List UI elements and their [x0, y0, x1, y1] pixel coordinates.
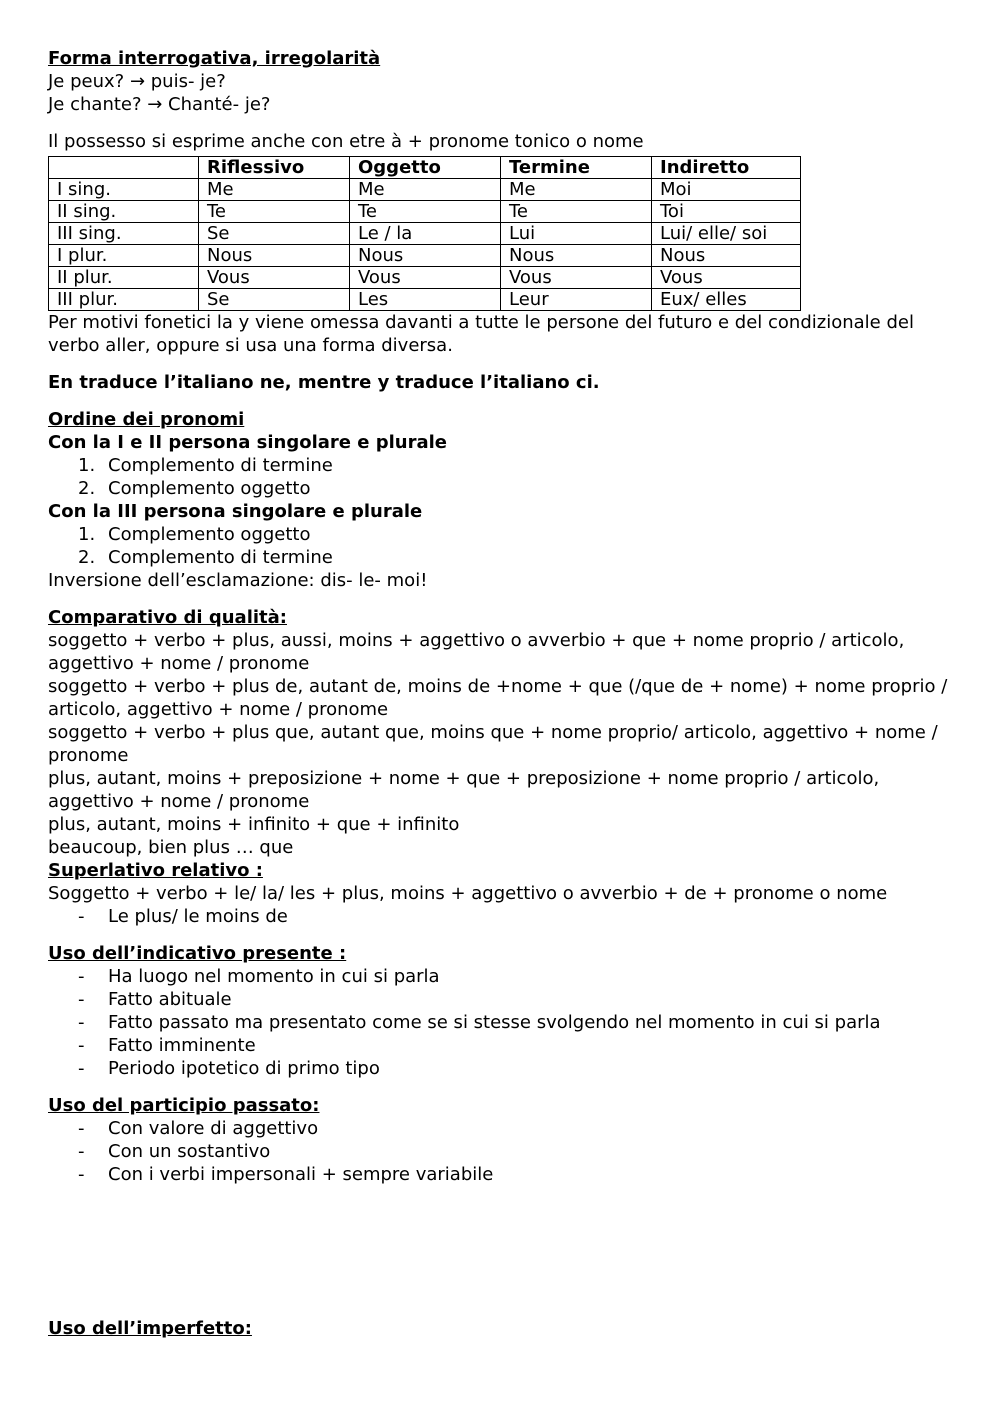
table-cell: Te — [501, 201, 652, 223]
table-cell: Vous — [350, 267, 501, 289]
list-item: - Con valore di aggettivo — [78, 1118, 319, 1139]
comparativo-line: soggetto + verbo + plus que, autant que, moins que + nome proprio/ articolo, aggettivo + nome / pronome — [48, 722, 938, 766]
table-cell: II plur. — [49, 267, 199, 289]
ordine-heading: Ordine dei pronomi — [48, 409, 245, 430]
comparativo-line: beaucoup, bien plus … que — [48, 837, 294, 858]
list-item: - Ha luogo nel momento in cui si parla — [78, 966, 440, 987]
pronouns-table — [48, 156, 801, 311]
table-cell: Lui/ elle/ soi — [652, 223, 801, 245]
fonetici-text: Per motivi fonetici la y viene omessa davanti a tutte le persone del futuro e del condizionale del verbo aller, oppure si usa una forma diversa. — [48, 312, 914, 356]
list-item: 1. Complemento oggetto — [78, 524, 311, 545]
list-item: 2. Complemento di termine — [78, 547, 333, 568]
table-cell: Me — [350, 179, 501, 201]
inversione-text: Inversione dell’esclamazione: dis- le- moi! — [48, 570, 428, 591]
list-item: - Le plus/ le moins de — [78, 906, 288, 927]
indicativo-list — [48, 965, 953, 1080]
list-item: - Fatto abituale — [78, 989, 232, 1010]
table-cell: Toi — [652, 201, 801, 223]
list-item: - Con i verbi impersonali + sempre variabile — [78, 1164, 494, 1185]
table-cell: Se — [199, 223, 350, 245]
table-row — [49, 245, 801, 267]
table-header-cell: Indiretto — [652, 157, 801, 179]
table-cell: Nous — [350, 245, 501, 267]
possesso-text: Il possesso si esprime anche con etre à + pronome tonico o nome — [48, 131, 644, 152]
comparativo-line: soggetto + verbo + plus, aussi, moins + aggettivo o avverbio + que + nome proprio / articolo, aggettivo + nome / pronome — [48, 630, 905, 674]
en-note: En traduce l’italiano ne, mentre y traduce l’italiano ci. — [48, 372, 600, 393]
list-item: 2. Complemento oggetto — [78, 478, 311, 499]
table-cell: Eux/ elles — [652, 289, 801, 311]
table-cell: I plur. — [49, 245, 199, 267]
list-item: 1. Complemento di termine — [78, 455, 333, 476]
table-row — [49, 223, 801, 245]
indicativo-heading: Uso dell’indicativo presente : — [48, 943, 347, 964]
table-header-cell: Oggetto — [350, 157, 501, 179]
list-item: - Periodo ipotetico di primo tipo — [78, 1058, 380, 1079]
table-row — [49, 179, 801, 201]
table-row — [49, 201, 801, 223]
table-header-row — [49, 157, 801, 179]
participio-heading: Uso del participio passato: — [48, 1095, 320, 1116]
table-cell: Me — [199, 179, 350, 201]
table-header-cell: Termine — [501, 157, 652, 179]
table-cell: Leur — [501, 289, 652, 311]
document-content — [48, 47, 953, 1340]
table-cell: Les — [350, 289, 501, 311]
table-cell: Vous — [652, 267, 801, 289]
ordine-group1-title: Con la I e II persona singolare e plurale — [48, 432, 447, 453]
table-cell: I sing. — [49, 179, 199, 201]
imperfetto-heading: Uso dell’imperfetto: — [48, 1318, 252, 1339]
table-cell: III sing. — [49, 223, 199, 245]
table-cell: Vous — [501, 267, 652, 289]
table-cell: Me — [501, 179, 652, 201]
forma-heading: Forma interrogativa, irregolarità — [48, 48, 381, 69]
table-cell: Vous — [199, 267, 350, 289]
forma-line: Je chante? → Chanté- je? — [48, 94, 271, 115]
ordine-group2-title: Con la III persona singolare e plurale — [48, 501, 423, 522]
superlativo-heading: Superlativo relativo : — [48, 860, 263, 881]
table-row — [49, 289, 801, 311]
table-cell: Le / la — [350, 223, 501, 245]
table-cell: III plur. — [49, 289, 199, 311]
ordine-group2-list — [48, 523, 953, 569]
table-header-cell: Riflessivo — [199, 157, 350, 179]
comparativo-line: plus, autant, moins + preposizione + nome + que + preposizione + nome proprio / articolo, aggettivo + nome / pronome — [48, 768, 880, 812]
table-cell: Te — [350, 201, 501, 223]
table-cell: Se — [199, 289, 350, 311]
comparativo-line: soggetto + verbo + plus de, autant de, moins de +nome + que (/que de + nome) + nome proprio / articolo, aggettivo + nome / pronome — [48, 676, 948, 720]
list-item: - Fatto imminente — [78, 1035, 256, 1056]
comparativo-heading: Comparativo di qualità: — [48, 607, 287, 628]
superlativo-list — [48, 905, 953, 928]
table-header-cell — [49, 157, 199, 179]
table-cell: Te — [199, 201, 350, 223]
table-cell: Moi — [652, 179, 801, 201]
forma-line: Je peux? → puis- je? — [48, 71, 226, 92]
superlativo-line: Soggetto + verbo + le/ la/ les + plus, moins + aggettivo o avverbio + de + pronome o nome — [48, 883, 888, 904]
table-cell: Nous — [501, 245, 652, 267]
ordine-group1-list — [48, 454, 953, 500]
participio-list — [48, 1117, 953, 1186]
list-item: - Fatto passato ma presentato come se si stesse svolgendo nel momento in cui si parla — [78, 1012, 881, 1033]
table-cell: Lui — [501, 223, 652, 245]
table-cell: Nous — [199, 245, 350, 267]
table-cell: II sing. — [49, 201, 199, 223]
table-cell: Nous — [652, 245, 801, 267]
table-row — [49, 267, 801, 289]
comparativo-line: plus, autant, moins + infinito + que + infinito — [48, 814, 460, 835]
list-item: - Con un sostantivo — [78, 1141, 271, 1162]
